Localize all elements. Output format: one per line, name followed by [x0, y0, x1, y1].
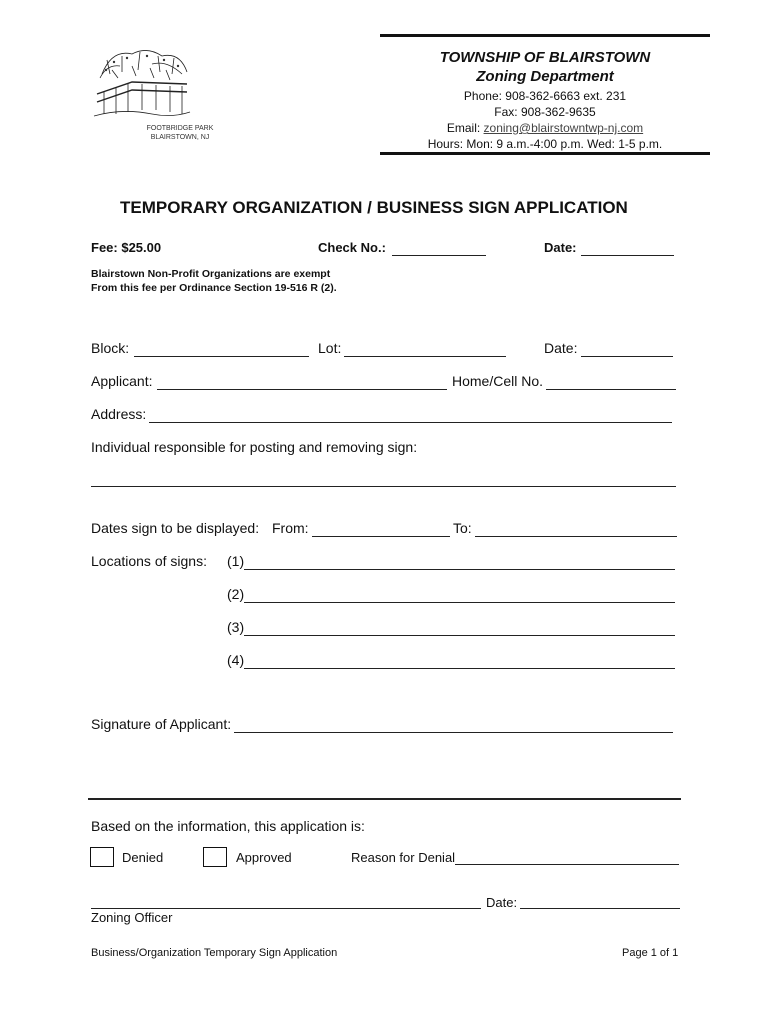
section-divider [88, 798, 681, 800]
signature-label: Signature of Applicant: [91, 716, 232, 732]
zoning-officer-label: Zoning Officer [91, 910, 173, 925]
decision-intro: Based on the information, this application is: [91, 818, 365, 834]
location-2-line[interactable] [244, 602, 675, 603]
applicant-label: Applicant: [91, 373, 153, 389]
fee-date-line[interactable] [581, 255, 674, 256]
footer-title: Business/Organization Temporary Sign Application [91, 947, 338, 959]
fee-date-label: Date: [544, 240, 577, 255]
lot-label: Lot: [318, 340, 342, 356]
location-3-line[interactable] [244, 635, 675, 636]
page-number: Page 1 of 1 [622, 947, 679, 959]
dates-displayed-label: Dates sign to be displayed: [91, 520, 260, 536]
block-label: Block: [91, 340, 130, 356]
date-line[interactable] [581, 356, 673, 357]
page-title: TEMPORARY ORGANIZATION / BUSINESS SIGN APPLICATION [120, 198, 628, 217]
phone-text: Phone: 908-362-6663 ext. 231 [463, 89, 627, 103]
individual-line[interactable] [91, 486, 676, 487]
check-line[interactable] [392, 255, 486, 256]
to-label: To: [453, 520, 472, 536]
exempt-line-2: From this fee per Ordinance Section 19-516 R (2). [91, 282, 337, 294]
fax-text: Fax: 908-362-9635 [494, 105, 596, 119]
from-line[interactable] [312, 536, 450, 537]
signature-line[interactable] [234, 732, 673, 733]
officer-date-label: Date: [486, 895, 518, 910]
denied-checkbox[interactable] [90, 847, 114, 867]
location-2-label: (2) [227, 586, 245, 602]
individual-label: Individual responsible for posting and removing sign: [91, 439, 418, 455]
home-cell-label: Home/Cell No. [452, 373, 544, 389]
hours-text: Hours: Mon: 9 a.m.-4:00 p.m. Wed: 1-5 p.m. [427, 137, 663, 151]
header-top-rule [380, 34, 710, 37]
township-name: TOWNSHIP OF BLAIRSTOWN [439, 49, 651, 66]
location-1-line[interactable] [244, 569, 675, 570]
officer-date-line[interactable] [520, 908, 680, 909]
block-line[interactable] [134, 356, 309, 357]
officer-signature-line[interactable] [91, 908, 481, 909]
lot-line[interactable] [344, 356, 506, 357]
exempt-line-1: Blairstown Non-Profit Organizations are exempt [91, 268, 331, 280]
reason-line[interactable] [455, 864, 679, 865]
address-label: Address: [91, 406, 147, 422]
fee-text: Fee: $25.00 [91, 240, 162, 255]
department-name: Zoning Department [476, 68, 614, 85]
from-label: From: [272, 520, 309, 536]
location-3-label: (3) [227, 619, 245, 635]
reason-label: Reason for Denial [351, 850, 456, 865]
email-label: Email: [446, 121, 481, 135]
check-label: Check No.: [318, 240, 386, 255]
header-bottom-rule [380, 152, 710, 155]
footbridge-park-sketch [92, 44, 192, 122]
township-logo [92, 44, 192, 122]
location-1-label: (1) [227, 553, 245, 569]
location-4-label: (4) [227, 652, 245, 668]
locations-label: Locations of signs: [91, 553, 207, 569]
location-4-line[interactable] [244, 668, 675, 669]
approved-label: Approved [236, 850, 292, 865]
applicant-line[interactable] [157, 389, 447, 390]
logo-caption-1: FOOTBRIDGE PARK [146, 125, 214, 132]
approved-checkbox[interactable] [203, 847, 227, 867]
address-line[interactable] [149, 422, 672, 423]
date-label: Date: [544, 340, 578, 356]
denied-label: Denied [122, 850, 164, 865]
home-cell-line[interactable] [546, 389, 676, 390]
email-link[interactable]: zoning@blairstowntwp-nj.com [483, 121, 644, 135]
to-line[interactable] [475, 536, 677, 537]
logo-caption-2: BLAIRSTOWN, NJ [150, 134, 210, 141]
